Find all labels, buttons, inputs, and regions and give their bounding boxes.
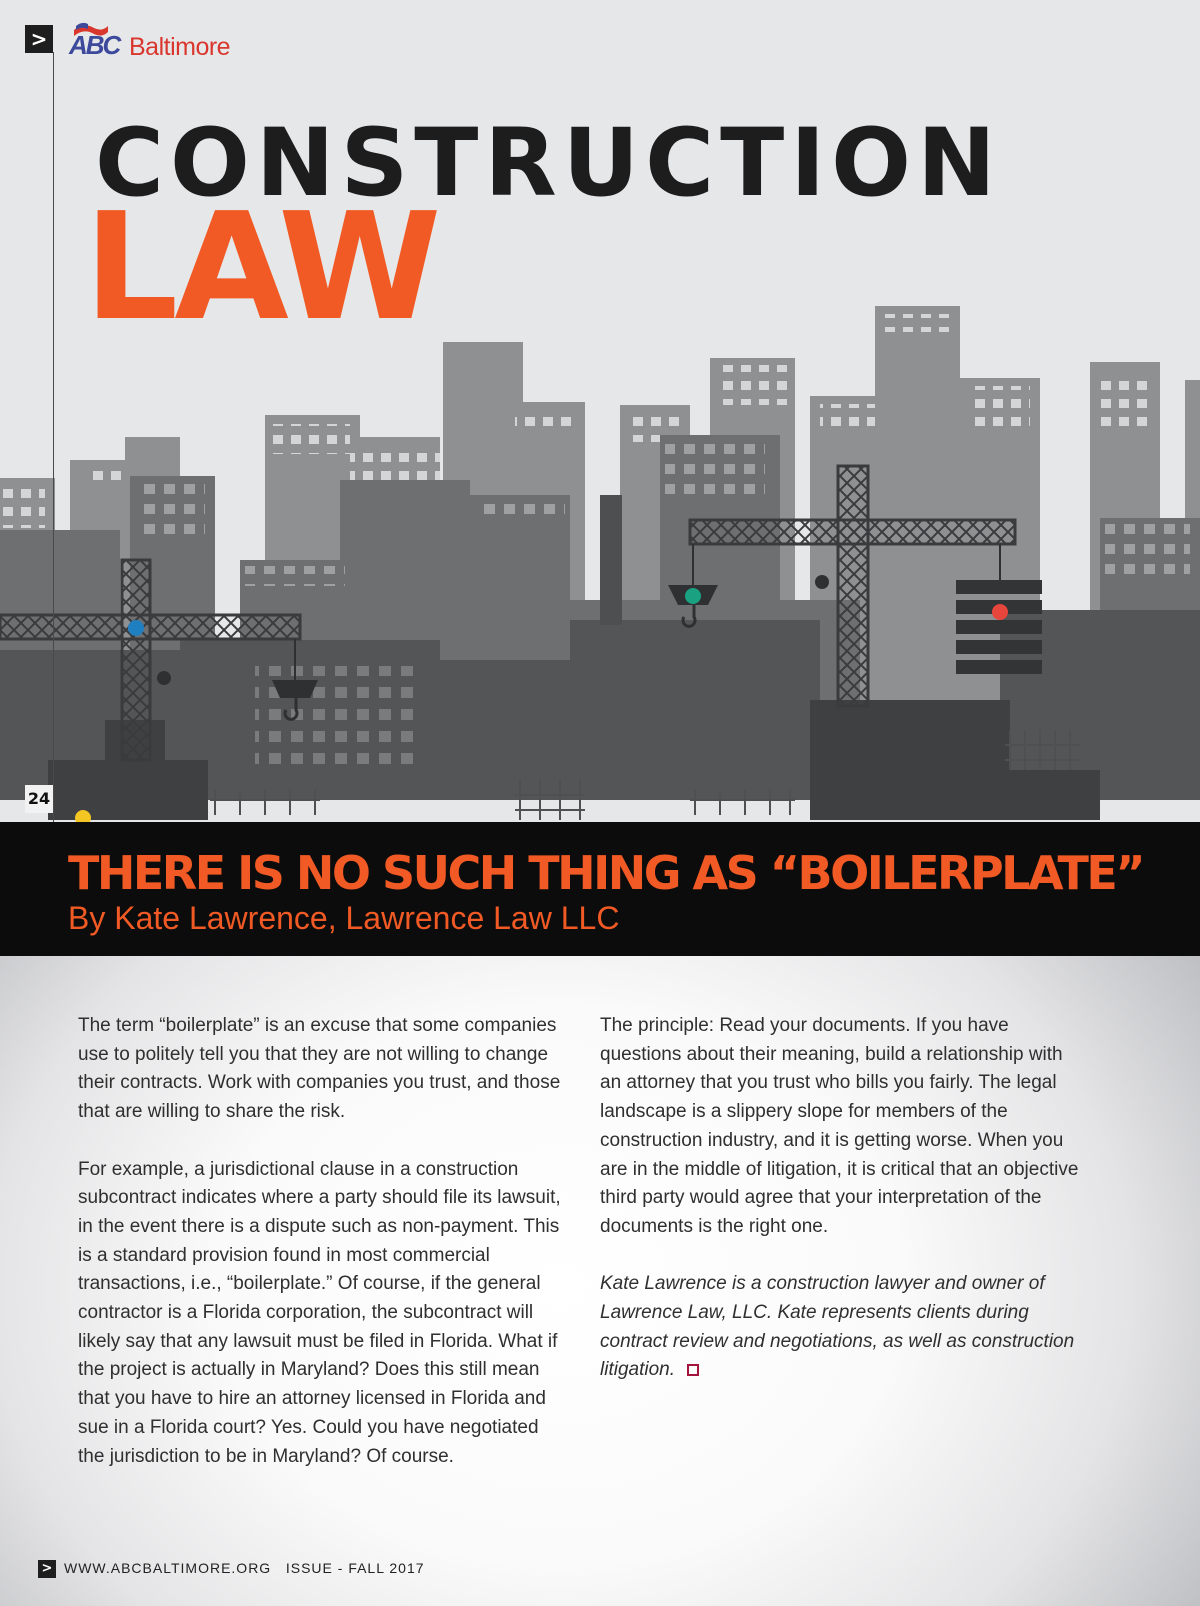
footer-text: WWW.ABCBALTIMORE.ORG ISSUE - FALL 2017 <box>64 1560 425 1576</box>
article-paragraph: The term “boilerplate” is an excuse that some companies use to politely tell you that they are not willing to change their contracts. Work with companies you trust, and those that are willing to share the risk. <box>78 1015 561 1123</box>
article-column-right <box>600 1012 1080 1414</box>
author-bio <box>600 1270 1080 1385</box>
author-bio-text: Kate Lawrence is a construction lawyer and owner of Lawrence Law, LLC. Kate represents clients during contract review and negotiations, as well as construction litigation. <box>600 1273 1075 1381</box>
article-paragraph: The principle: Read your documents. If you have questions about their meaning, build a relationship with an attorney that you trust who bills you fairly. The legal landscape is a slippery slope for members of the construction industry, and it is getting worse. When you are in the middle of litigation, it is critical that an objective third party would agree that your interpretation of the documents is the right one. <box>600 1015 1079 1237</box>
abc-baltimore-logo <box>67 20 257 60</box>
page-footer <box>38 1558 538 1580</box>
article-column-left <box>78 1012 563 1500</box>
article-byline: By Kate Lawrence, Lawrence Law LLC <box>68 900 620 936</box>
footer-arrow-icon: > <box>38 1560 56 1578</box>
section-title-law: LAW <box>84 181 438 353</box>
logo-abc-text: ABC <box>69 30 120 60</box>
page-number: 24 <box>25 785 53 813</box>
nav-arrow-icon[interactable]: > <box>25 25 53 53</box>
article-headline: THERE IS NO SUCH THING AS “BOILERPLATE” <box>68 846 1144 900</box>
logo-city-text: Baltimore <box>129 33 231 61</box>
section-title-construction: CONSTRUCTION <box>95 109 1002 218</box>
end-of-article-icon <box>687 1364 699 1376</box>
article-paragraph: For example, a jurisdictional clause in a construction subcontract indicates where a party should file its lawsuit, in the event there is a dispute such as non-payment. This is a standard provision found in most commercial transactions, i.e., “boilerplate.” Of course, if the general contractor is a Florida corporation, the subcontract will likely say that any lawsuit must be filed in Florida. What if the project is actually in Maryland? Does this still mean that you have to hire an attorney licensed in Florida and sue in a Florida court? Yes. Could you have negotiated the jurisdiction to be in Maryland? Of course. <box>78 1158 561 1467</box>
